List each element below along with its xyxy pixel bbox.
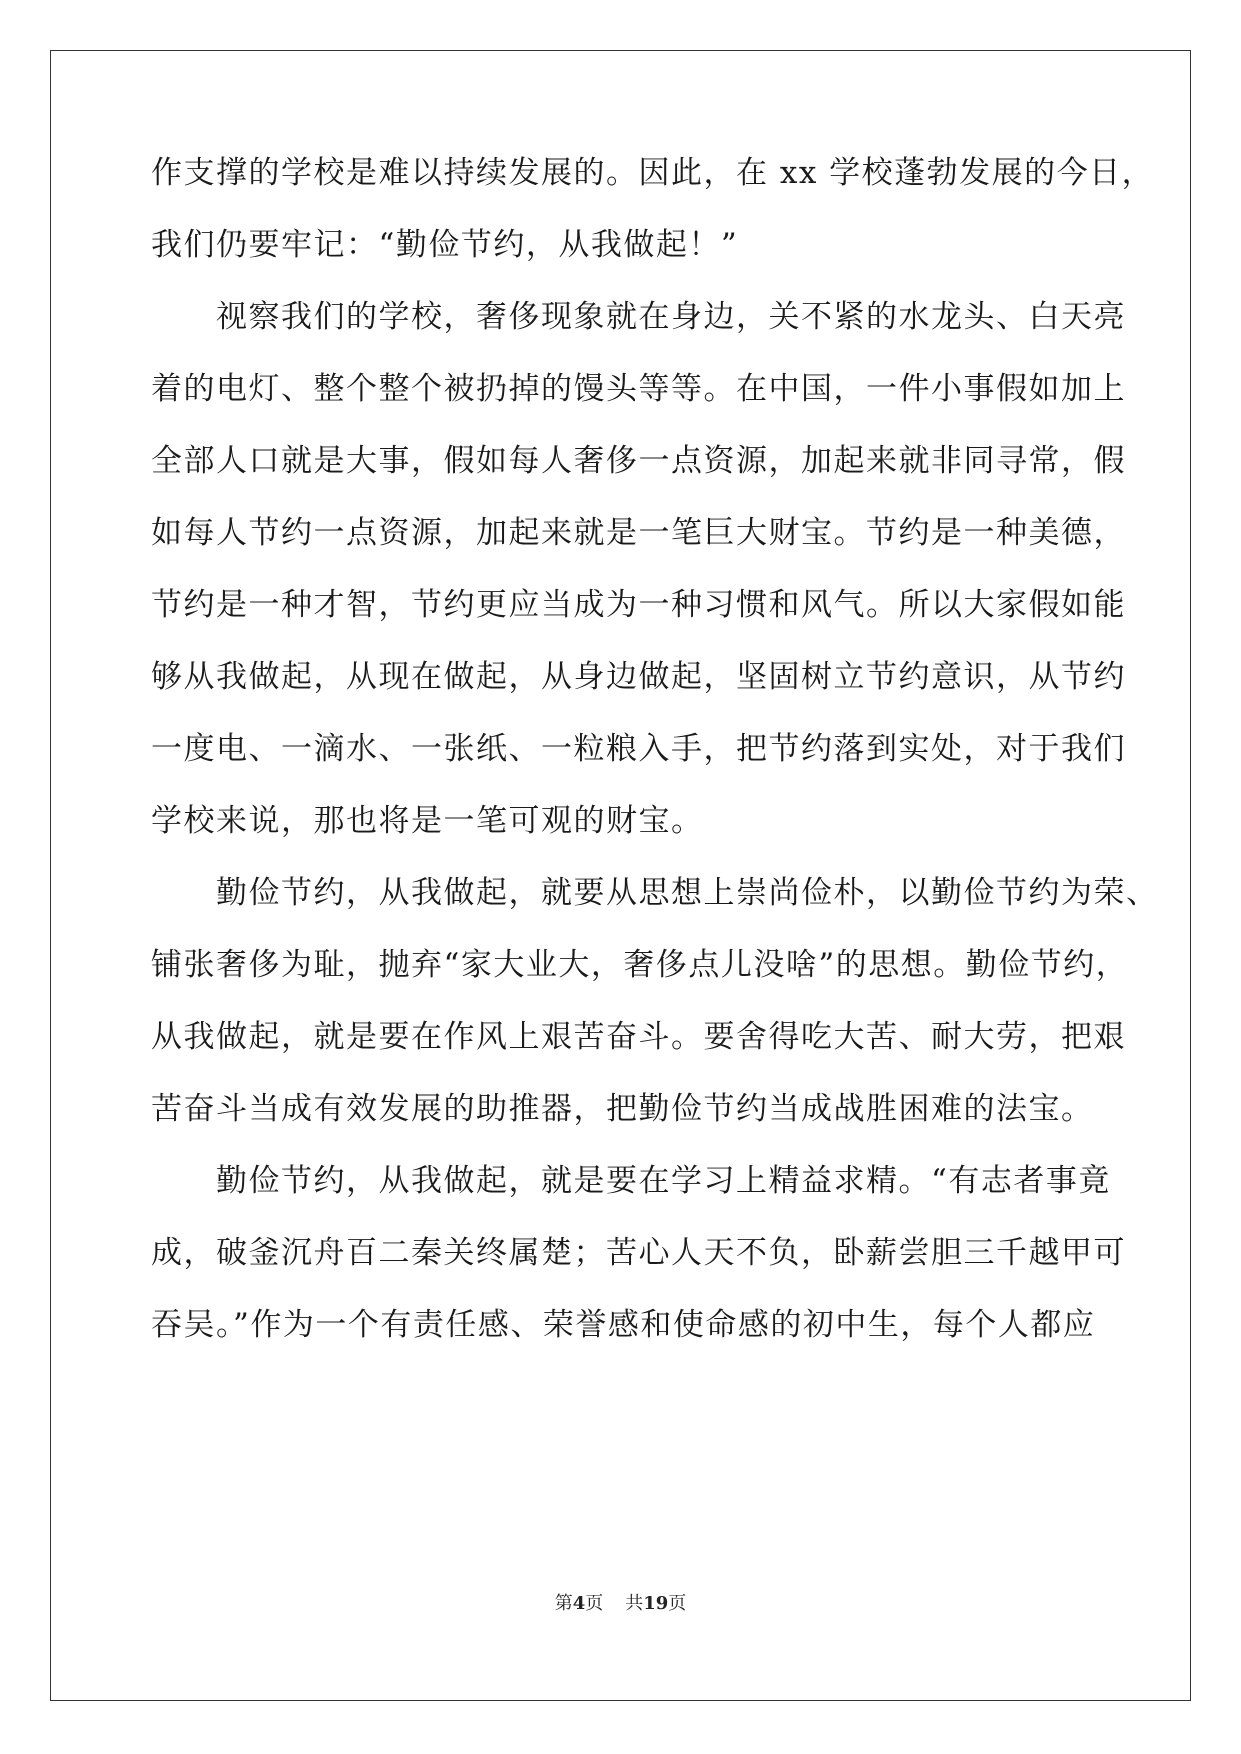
text-line: 如每人节约一点资源，加起来就是一笔巨大财宝。节约是一种美德， — [151, 515, 1126, 551]
footer-prefix: 第 — [554, 1593, 573, 1614]
page-footer — [0, 1592, 1241, 1616]
text-line: 勤俭节约，从我做起，就是要在学习上精益求精。“有志者事竟 — [151, 1163, 1111, 1199]
text-line: 铺张奢侈为耻，抛弃“家大业大，奢侈点儿没啥”的思想。勤俭节约， — [151, 947, 1129, 983]
text-line: 学校来说，那也将是一笔可观的财宝。 — [151, 803, 704, 839]
text-line: 视察我们的学校，奢侈现象就在身边，关不紧的水龙头、白天亮 — [151, 299, 1126, 335]
text-line: 节约是一种才智，节约更应当成为一种习惯和风气。所以大家假如能 — [151, 587, 1126, 623]
total-page-count: 19 — [643, 1593, 669, 1614]
current-page-number: 4 — [572, 1593, 586, 1614]
text-line: 着的电灯、整个整个被扔掉的馒头等等。在中国，一件小事假如加上 — [151, 371, 1126, 407]
text-line: 一度电、一滴水、一张纸、一粒粮入手，把节约落到实处，对于我们 — [151, 731, 1126, 767]
text-line: 成，破釜沉舟百二秦关终属楚；苦心人天不负，卧薪尝胆三千越甲可 — [151, 1235, 1126, 1271]
text-line: 我们仍要牢记：“勤俭节约，从我做起！” — [151, 227, 739, 263]
text-line: 吞吴。”作为一个有责任感、荣誉感和使命感的初中生，每个人都应 — [151, 1307, 1096, 1343]
text-line: 勤俭节约，从我做起，就要从思想上崇尚俭朴，以勤俭节约为荣、 — [151, 875, 1159, 911]
text-line: 够从我做起，从现在做起，从身边做起，坚固树立节约意识，从节约 — [151, 659, 1126, 695]
text-line: 从我做起，就是要在作风上艰苦奋斗。要舍得吃大苦、耐大劳，把艰 — [151, 1019, 1126, 1055]
footer-page-suffix: 页 — [585, 1593, 604, 1614]
text-line: 全部人口就是大事，假如每人奢侈一点资源，加起来就非同寻常，假 — [151, 443, 1126, 479]
footer-total-prefix: 共 — [625, 1593, 644, 1614]
footer-total-suffix: 页 — [668, 1593, 687, 1614]
text-line: 苦奋斗当成有效发展的助推器，把勤俭节约当成战胜困难的法宝。 — [151, 1091, 1094, 1127]
text-line: 作支撑的学校是难以持续发展的。因此，在 xx 学校蓬勃发展的今日， — [151, 155, 1155, 191]
